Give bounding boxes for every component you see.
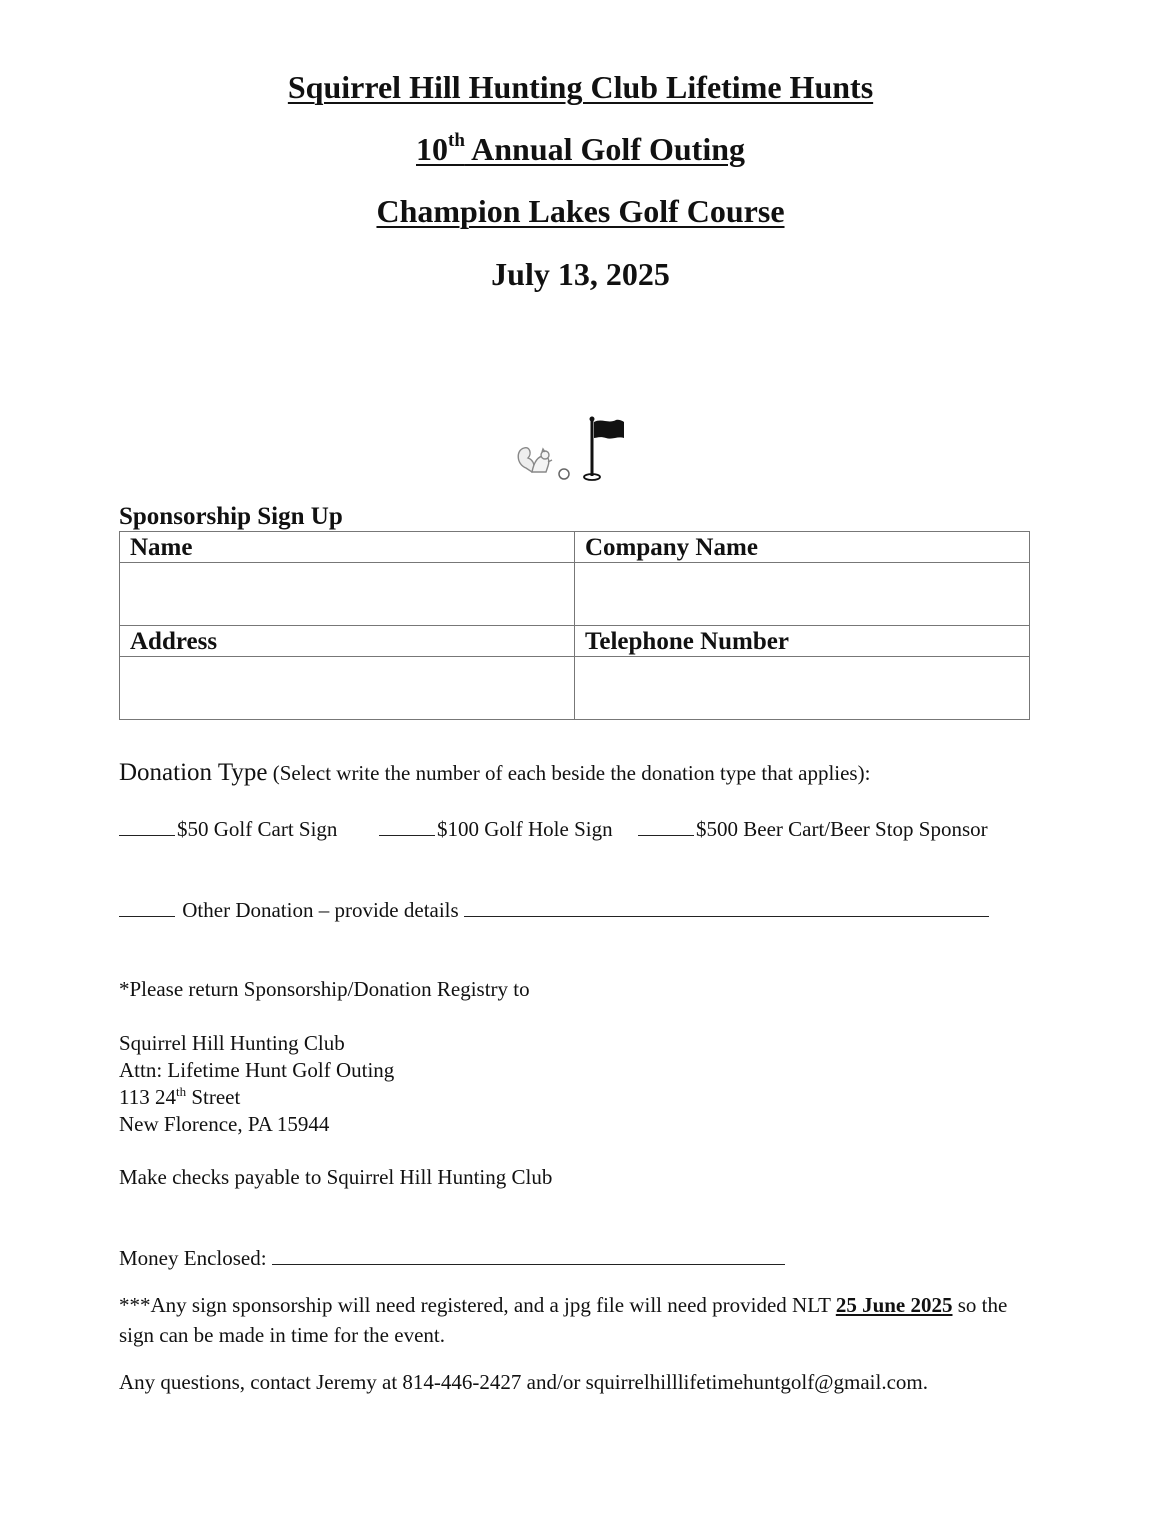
address-line-4: New Florence, PA 15944 — [119, 1112, 330, 1136]
name-field[interactable] — [120, 563, 575, 626]
deadline-date: 25 June 2025 — [835, 1293, 953, 1317]
beer-cart-label: $500 Beer Cart/Beer Stop Sponsor — [696, 817, 988, 841]
company-name-label: Company Name — [575, 532, 1030, 563]
table-row — [120, 532, 1030, 563]
table-row — [120, 657, 1030, 720]
event-subtitle — [0, 131, 1161, 167]
golf-ball-icon — [559, 469, 569, 479]
venue-title — [0, 193, 1161, 229]
signup-table — [119, 531, 1030, 720]
address-line-2: Attn: Lifetime Hunt Golf Outing — [119, 1058, 395, 1082]
event-title — [0, 69, 1161, 105]
other-donation-details-field[interactable] — [464, 896, 989, 917]
address-line-1: Squirrel Hill Hunting Club — [119, 1031, 345, 1055]
money-enclosed-field[interactable] — [272, 1244, 785, 1265]
deadline-note — [119, 1290, 1019, 1350]
golf-logo — [512, 410, 632, 485]
donation-option-cart-sign — [119, 815, 337, 842]
telephone-label: Telephone Number — [575, 626, 1030, 657]
address-label: Address — [120, 626, 575, 657]
squirrel-icon — [518, 448, 552, 472]
donation-heading — [119, 760, 870, 786]
deadline-suffix: so the sign can be made in time for the event. — [119, 1293, 1008, 1347]
donation-option-beer-cart — [638, 815, 988, 842]
street-number: 113 24 — [119, 1085, 176, 1109]
title-line-1: Squirrel Hill Hunting Club Lifetime Hunts — [287, 69, 874, 105]
table-row — [120, 563, 1030, 626]
other-donation-row — [119, 896, 991, 923]
address-line-3 — [119, 1084, 394, 1111]
address-field[interactable] — [120, 657, 575, 720]
event-date-text: July 13, 2025 — [491, 256, 670, 292]
deadline-prefix: ***Any sign sponsorship will need registered, and a jpg file will need provided NLT — [119, 1293, 836, 1317]
cart-sign-label: $50 Golf Cart Sign — [177, 817, 338, 841]
donation-instruction: (Select write the number of each beside the donation type that applies): — [267, 761, 871, 785]
golf-flag-icon — [584, 417, 624, 481]
money-enclosed-label: Money Enclosed: — [119, 1246, 272, 1270]
event-date — [0, 256, 1161, 292]
name-label: Name — [120, 532, 575, 563]
table-row — [120, 626, 1030, 657]
donation-type-label: Donation Type — [119, 759, 268, 786]
contact-note: Any questions, contact Jeremy at 814-446-2427 and/or squirrelhilllifetimehuntgolf@gmail.com. — [119, 1370, 929, 1394]
checks-payable: Make checks payable to Squirrel Hill Hunting Club — [119, 1165, 553, 1189]
mailing-address — [119, 1030, 394, 1138]
donation-option-hole-sign — [379, 815, 613, 842]
title-line-3: Champion Lakes Golf Course — [376, 193, 785, 229]
beer-cart-count-field[interactable] — [638, 815, 694, 836]
signup-heading: Sponsorship Sign Up — [119, 503, 343, 530]
hole-sign-label: $100 Golf Hole Sign — [437, 817, 613, 841]
money-enclosed-row — [119, 1244, 787, 1271]
street-name: Street — [186, 1085, 241, 1109]
edition-number: 10 — [416, 131, 448, 167]
return-intro: *Please return Sponsorship/Donation Registry to — [119, 977, 530, 1001]
telephone-field[interactable] — [575, 657, 1030, 720]
other-donation-label: Other Donation – provide details — [177, 898, 464, 922]
title-line-2 — [416, 131, 745, 167]
company-name-field[interactable] — [575, 563, 1030, 626]
street-suffix: th — [175, 1084, 187, 1099]
edition-suffix: th — [448, 130, 465, 152]
cart-sign-count-field[interactable] — [119, 815, 175, 836]
edition-text: Annual Golf Outing — [464, 131, 745, 167]
hole-sign-count-field[interactable] — [379, 815, 435, 836]
other-donation-count-field[interactable] — [119, 896, 175, 917]
